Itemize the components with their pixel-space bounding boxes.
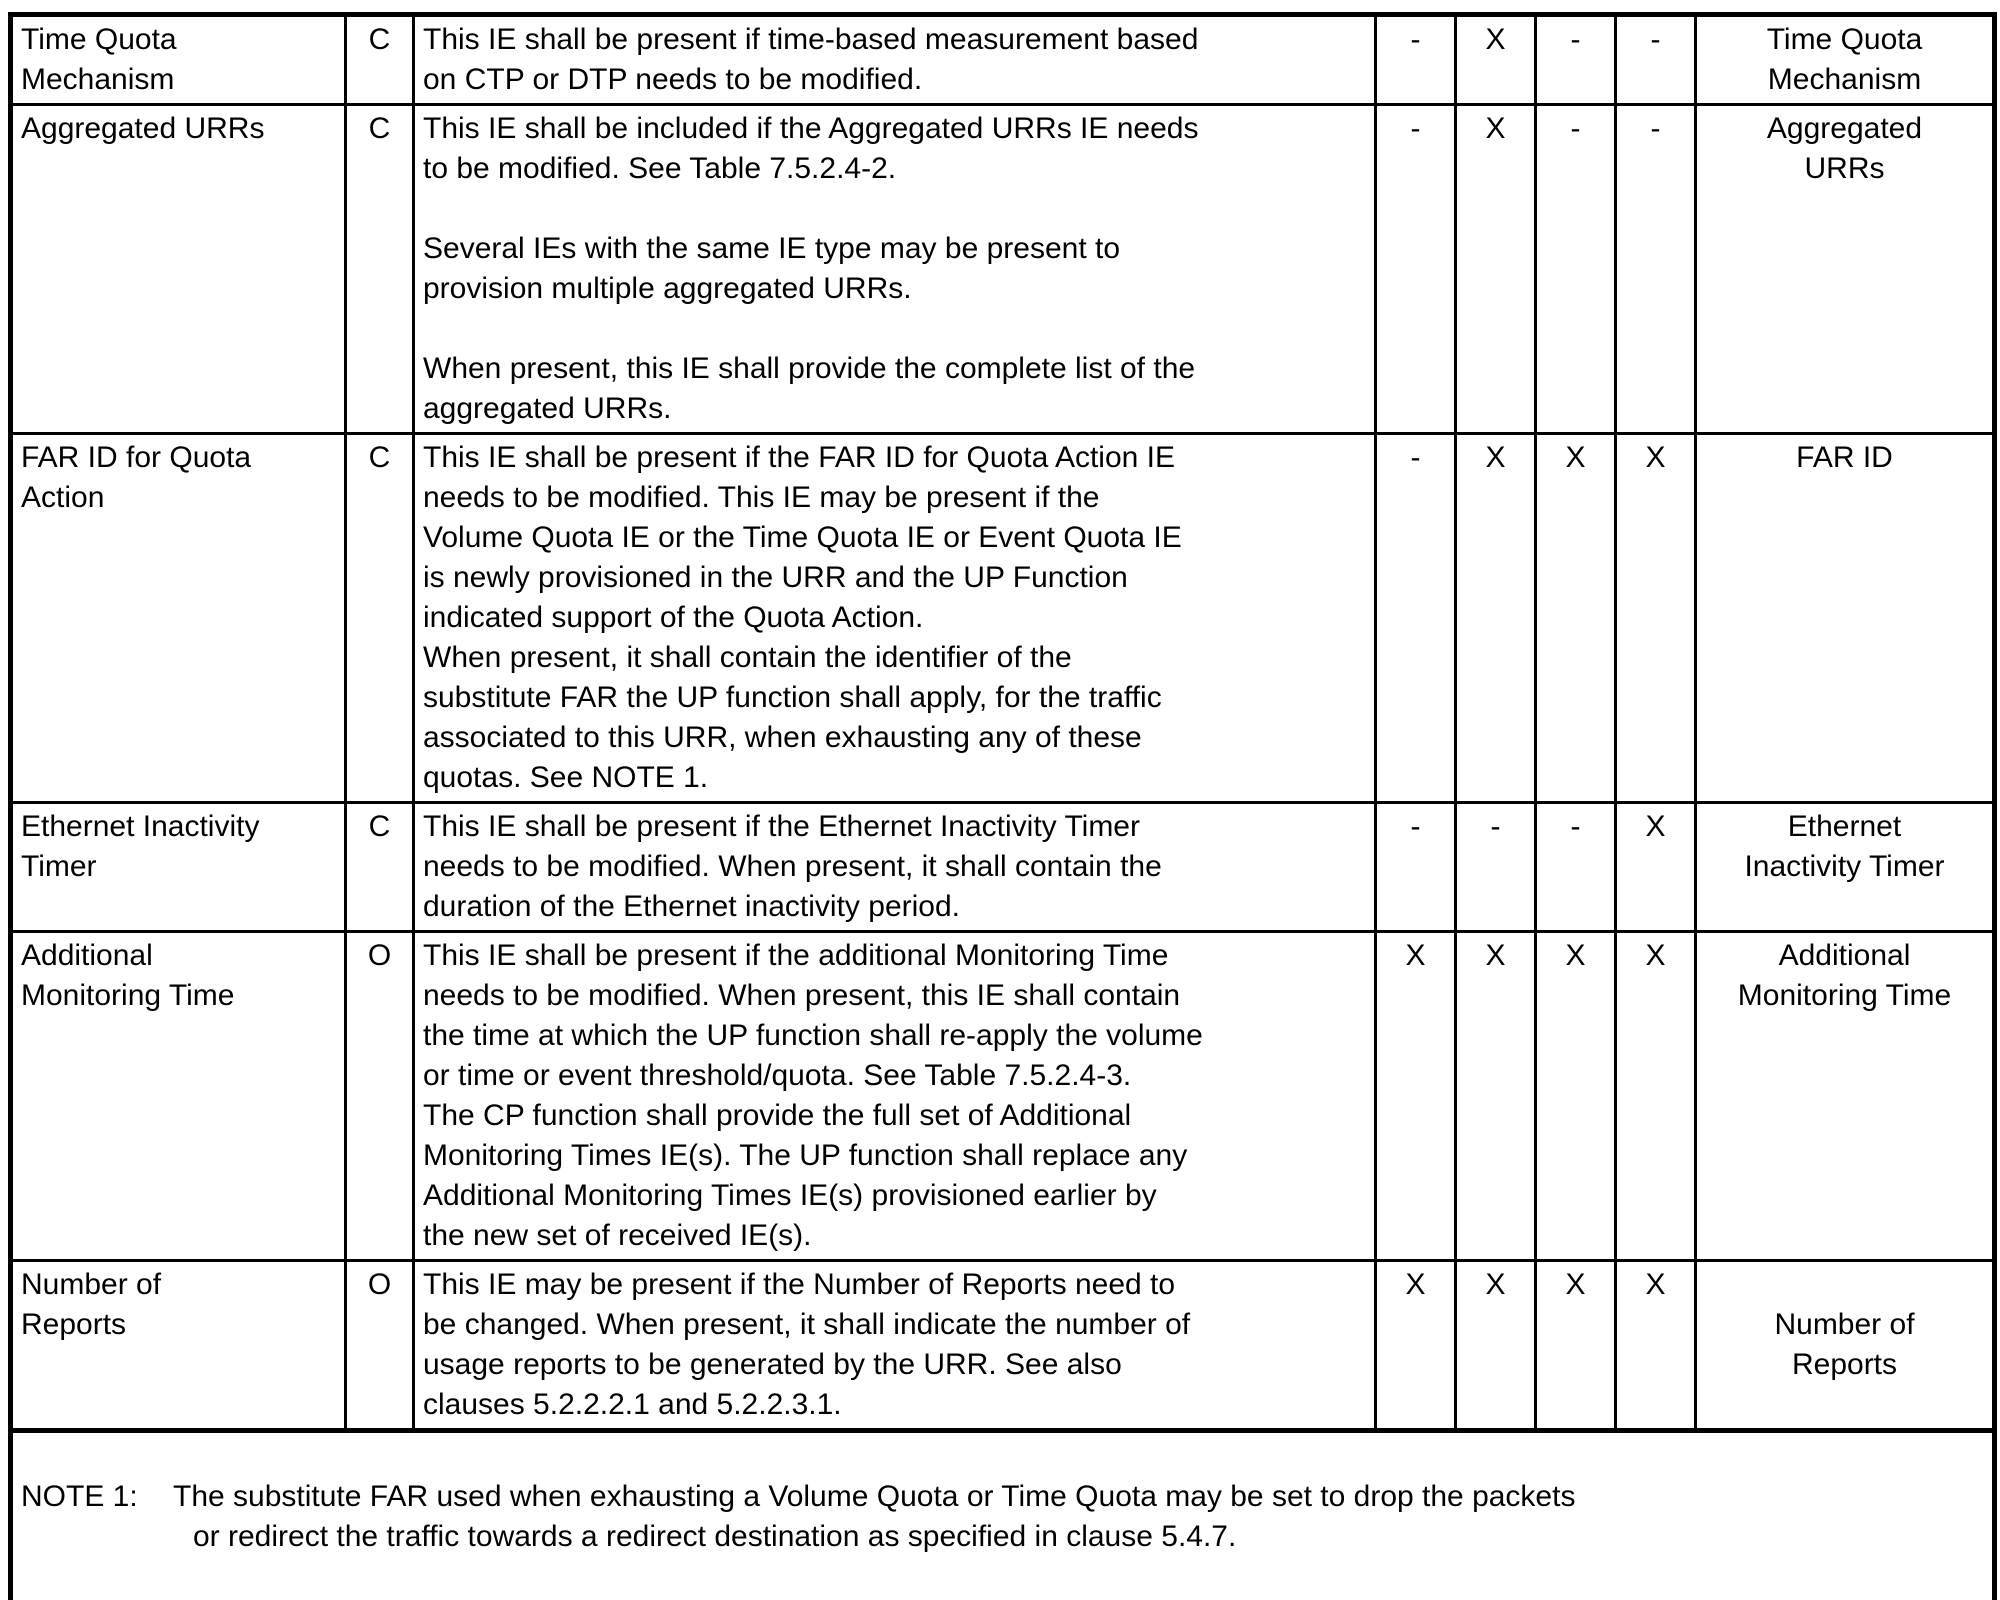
description-cell: This IE shall be present if the FAR ID for Quota Action IE needs to be modified. This IE may be present if the Volume Quota IE or the Time Quota IE or Event Quota IE is newly provisioned in the URR and the UP Function indicated support of the Quota Action. When present, it shall contain the identifier of the substitute FAR the UP function shall apply, for the traffic associated to this URR, when exhausting any of these quotas. See NOTE 1. xyxy=(414,434,1376,803)
applicability-mark-cell-4: - xyxy=(1616,105,1696,434)
applicability-mark-cell-2: X xyxy=(1456,15,1536,105)
description-cell: This IE shall be present if the Ethernet Inactivity Timer needs to be modified. When present, it shall contain the duration of the Ethernet inactivity period. xyxy=(414,803,1376,932)
applicability-mark-cell-1: - xyxy=(1376,434,1456,803)
table-row xyxy=(11,932,1995,1261)
applicability-mark-cell-4: - xyxy=(1616,15,1696,105)
ie-name-cell: FAR ID for Quota Action xyxy=(11,434,346,803)
applicability-mark-cell-4: X xyxy=(1616,1261,1696,1431)
presence-cell: C xyxy=(346,105,414,434)
applicability-mark-cell-3: X xyxy=(1536,932,1616,1261)
applicability-mark-cell-1: X xyxy=(1376,1261,1456,1431)
note-row xyxy=(11,1431,1995,1600)
applicability-mark-cell-3: - xyxy=(1536,15,1616,105)
description-cell: This IE may be present if the Number of Reports need to be changed. When present, it shall indicate the number of usage reports to be generated by the URR. See also clauses 5.2.2.2.1 and 5.2.2.3.1. xyxy=(414,1261,1376,1431)
ie-rows xyxy=(11,15,1995,1431)
table-row xyxy=(11,1261,1995,1431)
ie-name-cell: Ethernet Inactivity Timer xyxy=(11,803,346,932)
applicability-mark-cell-2: X xyxy=(1456,434,1536,803)
ie-name-cell: Aggregated URRs xyxy=(11,105,346,434)
description-cell: This IE shall be present if the additional Monitoring Time needs to be modified. When present, this IE shall contain the time at which the UP function shall re-apply the volume or time or event threshold/quota. See Table 7.5.2.4-3. The CP function shall provide the full set of Additional Monitoring Times IE(s). The UP function shall replace any Additional Monitoring Times IE(s) provisioned earlier by the new set of received IE(s). xyxy=(414,932,1376,1261)
table-row xyxy=(11,803,1995,932)
applicability-mark-cell-3: X xyxy=(1536,434,1616,803)
applicability-mark-cell-1: X xyxy=(1376,932,1456,1261)
presence-cell: C xyxy=(346,15,414,105)
ie-name-cell: Additional Monitoring Time xyxy=(11,932,346,1261)
description-cell: This IE shall be included if the Aggregated URRs IE needs to be modified. See Table 7.5.2.4-2. Several IEs with the same IE type may be present to provision multiple aggregated URRs. When present, this IE shall provide the complete list of the aggregated URRs. xyxy=(414,105,1376,434)
ie-type-cell: Aggregated URRs xyxy=(1696,105,1995,434)
ie-name-cell: Number of Reports xyxy=(11,1261,346,1431)
applicability-mark-cell-3: - xyxy=(1536,105,1616,434)
applicability-mark-cell-1: - xyxy=(1376,15,1456,105)
ie-type-cell: Additional Monitoring Time xyxy=(1696,932,1995,1261)
applicability-mark-cell-2: X xyxy=(1456,105,1536,434)
note-section xyxy=(11,1431,1995,1600)
applicability-mark-cell-3: - xyxy=(1536,803,1616,932)
ie-table xyxy=(8,12,1997,1600)
note-text: The substitute FAR used when exhausting a Volume Quota or Time Quota may be set to drop the packets or redirect the traffic towards a redirect destination as specified in clause 5.4.7. xyxy=(173,1480,1576,1553)
presence-cell: C xyxy=(346,434,414,803)
applicability-mark-cell-4: X xyxy=(1616,803,1696,932)
ie-type-cell: Time Quota Mechanism xyxy=(1696,15,1995,105)
note-label: NOTE 1: xyxy=(21,1480,138,1513)
ie-type-cell: Ethernet Inactivity Timer xyxy=(1696,803,1995,932)
table-row xyxy=(11,15,1995,105)
presence-cell: O xyxy=(346,932,414,1261)
ie-type-cell: Number of Reports xyxy=(1696,1261,1995,1431)
applicability-mark-cell-4: X xyxy=(1616,434,1696,803)
applicability-mark-cell-2: X xyxy=(1456,1261,1536,1431)
table-row xyxy=(11,105,1995,434)
applicability-mark-cell-1: - xyxy=(1376,105,1456,434)
ie-type-cell: FAR ID xyxy=(1696,434,1995,803)
table-row xyxy=(11,434,1995,803)
applicability-mark-cell-4: X xyxy=(1616,932,1696,1261)
description-cell: This IE shall be present if time-based measurement based on CTP or DTP needs to be modified. xyxy=(414,15,1376,105)
note-cell xyxy=(11,1431,1995,1600)
presence-cell: C xyxy=(346,803,414,932)
presence-cell: O xyxy=(346,1261,414,1431)
applicability-mark-cell-1: - xyxy=(1376,803,1456,932)
note-text-block xyxy=(21,1477,1984,1557)
applicability-mark-cell-2: X xyxy=(1456,932,1536,1261)
ie-name-cell: Time Quota Mechanism xyxy=(11,15,346,105)
applicability-mark-cell-2: - xyxy=(1456,803,1536,932)
applicability-mark-cell-3: X xyxy=(1536,1261,1616,1431)
